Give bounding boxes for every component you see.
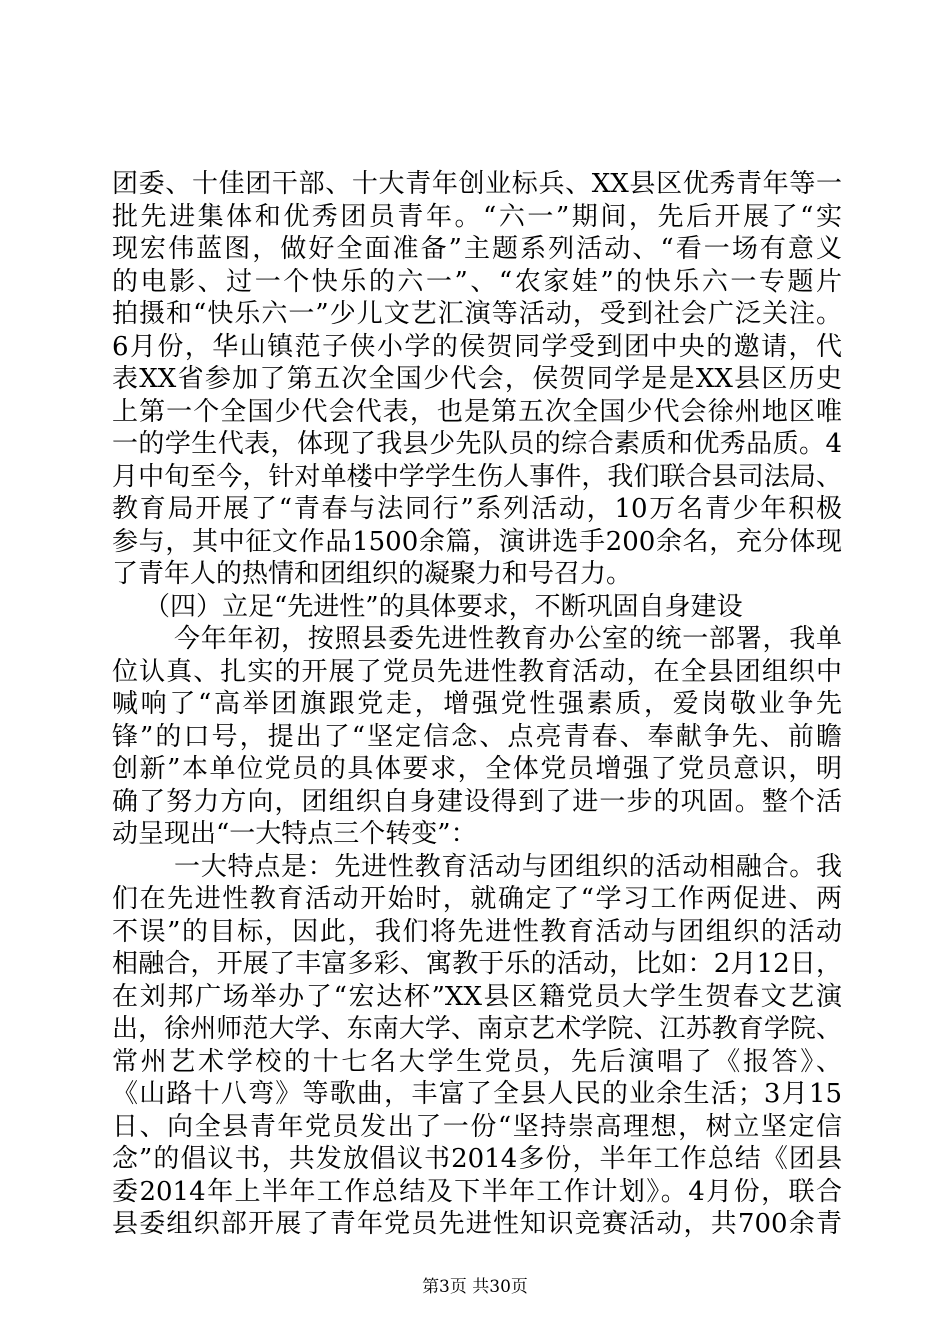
text-line: 创新”本单位党员的具体要求，全体党员增强了党员意识，明: [112, 754, 842, 784]
text-line: 今年年初，按照县委先进性教育办公室的统一部署，我单: [174, 624, 842, 654]
text-line: 确了努力方向，团组织自身建设得到了进一步的巩固。整个活: [112, 786, 842, 817]
text-line: 位认真、扎实的开展了党员先进性教育活动，在全县团组织中: [112, 656, 842, 687]
text-line: 一大特点是：先进性教育活动与团组织的活动相融合。我: [174, 851, 842, 882]
text-line: 锋”的口号，提出了“坚定信念、点亮青春、奉献争先、前瞻: [112, 721, 842, 752]
text-line: 拍摄和“快乐六一”少儿文艺汇演等活动，受到社会广泛关注。: [112, 299, 842, 329]
text-line: 批先进集体和优秀团员青年。“六一”期间，先后开展了“实: [112, 201, 842, 232]
text-line: 动呈现出“一大特点三个转变”：: [112, 819, 477, 849]
text-line: 相融合，开展了丰富多彩、寓教于乐的活动，比如：2月12日，: [112, 949, 842, 979]
text-line: 念”的倡议书，共发放倡议书2014多份，半年工作总结《团县: [112, 1144, 842, 1174]
text-line: 常州艺术学校的十七名大学生党员，先后演唱了《报答》、: [112, 1046, 842, 1077]
text-line: 委2014年上半年工作总结及下半年工作计划》。4月份，联合: [112, 1176, 842, 1207]
text-line: 教育局开展了“青春与法同行”系列活动，10万名青少年积极: [112, 494, 842, 524]
text-line: 们在先进性教育活动开始时，就确定了“学习工作两促进、两: [112, 884, 842, 914]
page-number-label: 第3页 共30页: [422, 1277, 528, 1297]
text-line: 6月份，华山镇范子侠小学的侯贺同学受到团中央的邀请，代: [112, 331, 842, 362]
text-line: 表XX省参加了第五次全国少代会，侯贺同学是是XX县区历史: [112, 364, 842, 394]
text-line: 不误”的目标，因此，我们将先进性教育活动与团组织的活动: [112, 916, 842, 947]
text-line: 日、向全县青年党员发出了一份“坚持崇高理想，树立坚定信: [112, 1111, 842, 1142]
text-line: 县委组织部开展了青年党员先进性知识竞赛活动，共700余青: [112, 1209, 842, 1239]
section-heading: （四）立足“先进性”的具体要求，不断巩固自身建设: [144, 591, 743, 622]
text-line: 在刘邦广场举办了“宏达杯”XX县区籍党员大学生贺春文艺演: [112, 981, 842, 1012]
page-footer: [0, 1276, 950, 1298]
text-line: 的电影、过一个快乐的六一”、“农家娃”的快乐六一专题片: [112, 266, 842, 297]
text-line: 《山路十八弯》等歌曲，丰富了全县人民的业余生活；3月15: [112, 1079, 842, 1109]
text-line: 一的学生代表，体现了我县少先队员的综合素质和优秀品质。4: [112, 429, 842, 459]
text-line: 喊响了“高举团旗跟党走，增强党性强素质，爱岗敬业争先: [112, 689, 842, 719]
text-line: 月中旬至今，针对单楼中学学生伤人事件，我们联合县司法局、: [112, 461, 842, 492]
text-line: 现宏伟蓝图，做好全面准备”主题系列活动、“看一场有意义: [112, 234, 842, 264]
text-line: 参与，其中征文作品1500余篇，演讲选手200余名，充分体现: [112, 526, 842, 557]
text-line: 出，徐州师范大学、东南大学、南京艺术学院、江苏教育学院、: [112, 1014, 842, 1044]
text-line: 了青年人的热情和团组织的凝聚力和号召力。: [112, 559, 633, 589]
body-text: [112, 168, 842, 1241]
text-line: 上第一个全国少代会代表，也是第五次全国少代会徐州地区唯: [112, 396, 842, 427]
text-line: 团委、十佳团干部、十大青年创业标兵、XX县区优秀青年等一: [112, 169, 842, 199]
